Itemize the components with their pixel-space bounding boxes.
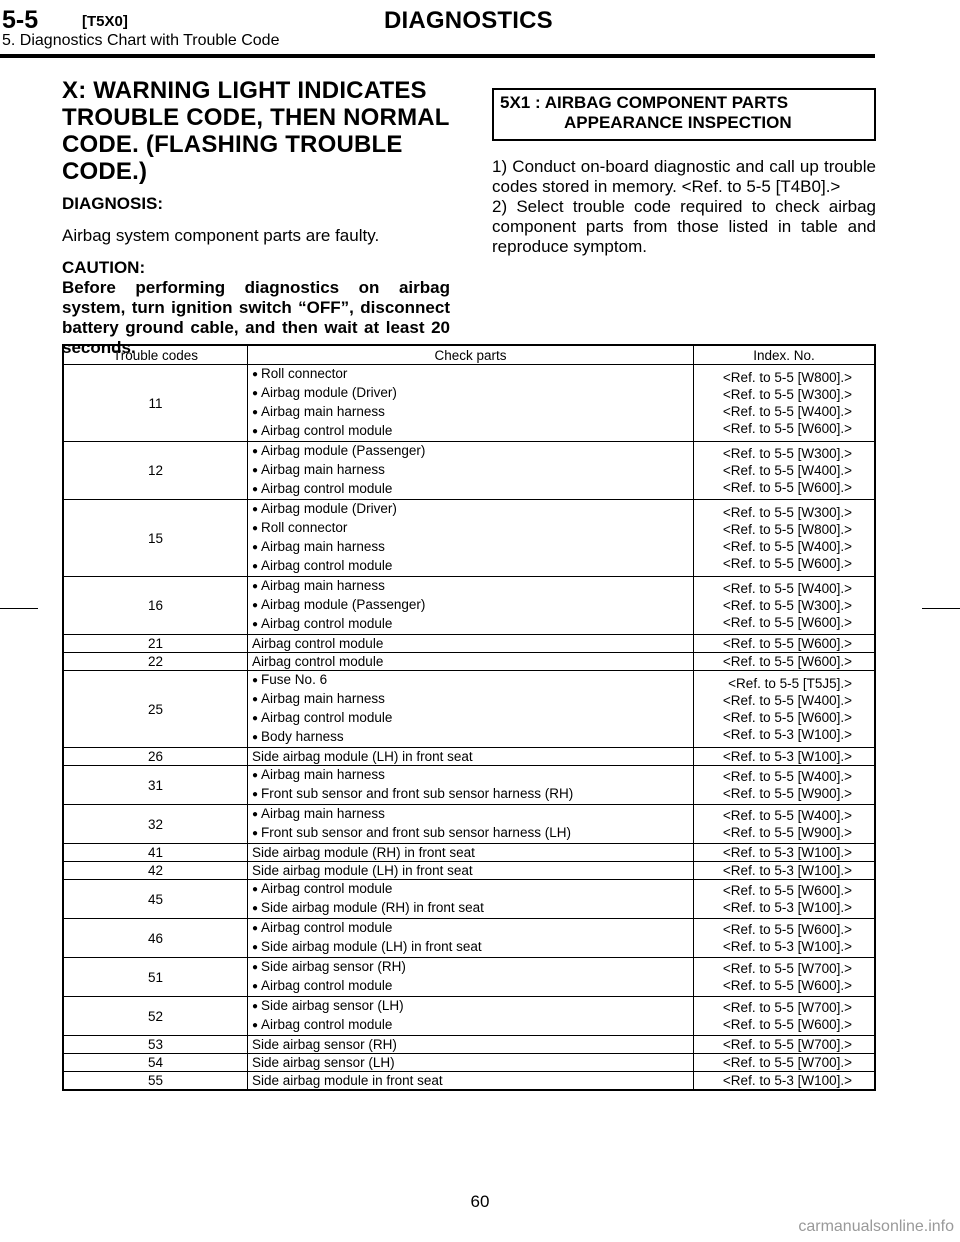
check-parts-cell (248, 997, 694, 1036)
check-part-item: Side airbag sensor (RH) (252, 1037, 397, 1052)
check-part-item: ● Airbag control module (252, 1016, 689, 1035)
check-part-item: ● Airbag module (Driver) (252, 500, 689, 519)
trouble-code-cell: 32 (63, 805, 248, 844)
check-part-item: ● Airbag control module (252, 977, 689, 996)
index-no-cell (694, 1036, 876, 1054)
index-ref: <Ref. to 5-5 [W600].> (722, 480, 852, 495)
index-ref: <Ref. to 5-3 [W100].> (722, 727, 852, 742)
check-part-item: ● Airbag control module (252, 557, 689, 576)
header-trouble-codes: Trouble codes (63, 345, 248, 365)
index-ref: <Ref. to 5-5 [W300].> (722, 505, 852, 520)
trouble-code-cell: 52 (63, 997, 248, 1036)
index-ref: <Ref. to 5-5 [W600].> (722, 710, 852, 725)
margin-tick-right (922, 608, 960, 609)
check-part-item: Side airbag module (LH) in front seat (252, 863, 473, 878)
trouble-code-cell: 12 (63, 442, 248, 500)
section-tag: [T5X0] (82, 13, 128, 30)
check-part-item: ● Airbag main harness (252, 766, 689, 785)
diagnosis-text: Airbag system component parts are faulty. (62, 226, 380, 245)
table-row (63, 958, 875, 997)
check-parts-cell (248, 958, 694, 997)
index-ref: <Ref. to 5-5 [W600].> (722, 978, 852, 993)
check-part-item: ● Roll connector (252, 519, 689, 538)
index-no-cell (694, 805, 876, 844)
index-ref: <Ref. to 5-5 [W300].> (722, 446, 852, 461)
trouble-code-cell: 16 (63, 577, 248, 635)
check-part-item: ● Front sub sensor and front sub sensor harness (RH) (252, 785, 689, 804)
check-part-item: ● Side airbag sensor (RH) (252, 958, 689, 977)
check-part-item: ● Side airbag module (RH) in front seat (252, 899, 689, 918)
check-parts-cell (248, 577, 694, 635)
check-part-item: Side airbag module (LH) in front seat (252, 749, 473, 764)
table-body (63, 365, 875, 1091)
trouble-code-cell: 51 (63, 958, 248, 997)
header-check-parts: Check parts (248, 345, 694, 365)
trouble-code-cell: 21 (63, 635, 248, 653)
check-parts-cell (248, 919, 694, 958)
index-no-cell (694, 748, 876, 766)
index-ref: <Ref. to 5-5 [W300].> (722, 387, 852, 402)
index-ref: <Ref. to 5-5 [W900].> (722, 825, 852, 840)
table-row (63, 1036, 875, 1054)
check-part-item: ● Fuse No. 6 (252, 671, 689, 690)
trouble-code-cell: 41 (63, 844, 248, 862)
check-part-item: ● Airbag control module (252, 880, 689, 899)
check-part-item: ● Airbag main harness (252, 403, 689, 422)
index-no-cell (694, 766, 876, 805)
check-part-item: ● Airbag module (Driver) (252, 384, 689, 403)
trouble-code-cell: 31 (63, 766, 248, 805)
chapter-subtitle: 5. Diagnostics Chart with Trouble Code (2, 32, 280, 49)
diagnosis-label: DIAGNOSIS: (62, 194, 164, 213)
check-parts-cell (248, 748, 694, 766)
index-ref: <Ref. to 5-3 [W100].> (722, 863, 852, 878)
check-part-item: ● Airbag control module (252, 480, 689, 499)
caution-label: CAUTION: (62, 258, 146, 277)
index-ref: <Ref. to 5-5 [W700].> (722, 1055, 852, 1070)
check-parts-cell (248, 635, 694, 653)
check-parts-cell (248, 766, 694, 805)
table-row (63, 500, 875, 577)
index-no-cell (694, 880, 876, 919)
table-row (63, 671, 875, 748)
check-parts-cell (248, 671, 694, 748)
index-ref: <Ref. to 5-5 [W400].> (722, 463, 852, 478)
index-no-cell (694, 1054, 876, 1072)
index-no-cell (694, 577, 876, 635)
index-no-cell (694, 958, 876, 997)
trouble-code-cell: 22 (63, 653, 248, 671)
index-ref: <Ref. to 5-5 [W700].> (722, 961, 852, 976)
table-row (63, 635, 875, 653)
trouble-code-cell: 45 (63, 880, 248, 919)
index-ref: <Ref. to 5-3 [W100].> (722, 900, 852, 915)
check-parts-cell (248, 844, 694, 862)
page-header (0, 0, 960, 60)
index-ref: <Ref. to 5-5 [W400].> (722, 539, 852, 554)
index-ref: <Ref. to 5-5 [W600].> (722, 654, 852, 669)
check-part-item: Airbag control module (252, 654, 384, 669)
index-ref: <Ref. to 5-5 [W700].> (722, 1000, 852, 1015)
trouble-code-cell: 54 (63, 1054, 248, 1072)
table-row (63, 653, 875, 671)
check-parts-cell (248, 880, 694, 919)
index-ref: <Ref. to 5-5 [W800].> (722, 370, 852, 385)
trouble-code-cell: 26 (63, 748, 248, 766)
table-row (63, 919, 875, 958)
index-ref: <Ref. to 5-3 [W100].> (722, 845, 852, 860)
index-ref: <Ref. to 5-5 [W400].> (722, 808, 852, 823)
index-ref: <Ref. to 5-5 [W600].> (722, 1017, 852, 1032)
check-part-item: ● Body harness (252, 728, 689, 747)
index-no-cell (694, 919, 876, 958)
page-number: 60 (470, 1192, 490, 1211)
index-ref: <Ref. to 5-5 [W600].> (722, 636, 852, 651)
check-parts-cell (248, 862, 694, 880)
check-part-item: Side airbag sensor (LH) (252, 1055, 395, 1070)
check-parts-cell (248, 1054, 694, 1072)
table-row (63, 577, 875, 635)
index-no-cell (694, 635, 876, 653)
check-part-item: ● Airbag main harness (252, 805, 689, 824)
index-ref: <Ref. to 5-5 [W600].> (722, 922, 852, 937)
table-row (63, 766, 875, 805)
check-parts-cell (248, 500, 694, 577)
trouble-code-cell: 11 (63, 365, 248, 442)
watermark: carmanualsonline.info (798, 1218, 954, 1235)
check-part-item: Airbag control module (252, 636, 384, 651)
check-part-item: ● Airbag control module (252, 615, 689, 634)
check-part-item: ● Airbag main harness (252, 577, 689, 596)
check-parts-cell (248, 365, 694, 442)
check-part-item: ● Airbag main harness (252, 538, 689, 557)
caution-text: Before performing diagnostics on airbag system, turn ignition switch “OFF”, disconnect battery ground cable, and then wait at least 20 seconds. (62, 278, 450, 357)
table-row (63, 844, 875, 862)
index-no-cell (694, 844, 876, 862)
index-no-cell (694, 500, 876, 577)
table-row (63, 365, 875, 442)
check-parts-cell (248, 653, 694, 671)
check-part-item: ● Roll connector (252, 365, 689, 384)
table-row (63, 442, 875, 500)
index-no-cell (694, 862, 876, 880)
index-no-cell (694, 653, 876, 671)
table-header-row (63, 345, 875, 365)
table-row (63, 880, 875, 919)
check-part-item: ● Front sub sensor and front sub sensor harness (LH) (252, 824, 689, 843)
step-1: 1) Conduct on-board diagnostic and call up trouble codes stored in memory. <Ref. to 5-5 [T4B0].> (492, 157, 876, 196)
trouble-code-cell: 42 (63, 862, 248, 880)
index-ref: <Ref. to 5-3 [W100].> (722, 749, 852, 764)
index-ref: <Ref. to 5-3 [W100].> (722, 939, 852, 954)
check-part-item: ● Airbag module (Passenger) (252, 442, 689, 461)
index-no-cell (694, 365, 876, 442)
check-part-item: ● Airbag main harness (252, 461, 689, 480)
left-column (62, 77, 450, 358)
check-part-item: ● Airbag module (Passenger) (252, 596, 689, 615)
inspection-heading-box: 5X1 : AIRBAG COMPONENT PARTS APPEARANCE INSPECTION (492, 88, 876, 141)
index-ref: <Ref. to 5-5 [W700].> (722, 1037, 852, 1052)
header-index-no: Index. No. (694, 345, 876, 365)
check-part-item: ● Side airbag sensor (LH) (252, 997, 689, 1016)
check-part-item: Side airbag module (RH) in front seat (252, 845, 475, 860)
index-ref: <Ref. to 5-5 [W400].> (722, 693, 852, 708)
page-code: 5-5 (2, 6, 39, 34)
check-parts-cell (248, 1036, 694, 1054)
trouble-code-cell: 55 (63, 1072, 248, 1091)
index-ref: <Ref. to 5-5 [T5J5].> (728, 676, 852, 691)
trouble-code-cell: 46 (63, 919, 248, 958)
index-no-cell (694, 671, 876, 748)
table-row (63, 748, 875, 766)
index-ref: <Ref. to 5-5 [W300].> (722, 598, 852, 613)
table-row (63, 862, 875, 880)
trouble-code-cell: 25 (63, 671, 248, 748)
header-rule (0, 54, 875, 58)
index-ref: <Ref. to 5-5 [W400].> (722, 769, 852, 784)
check-part-item: ● Airbag control module (252, 919, 689, 938)
trouble-code-table (62, 344, 876, 1091)
check-part-item: Side airbag module in front seat (252, 1073, 443, 1088)
index-no-cell (694, 442, 876, 500)
check-part-item: ● Side airbag module (LH) in front seat (252, 938, 689, 957)
index-no-cell (694, 1072, 876, 1091)
index-ref: <Ref. to 5-5 [W600].> (722, 883, 852, 898)
index-ref: <Ref. to 5-5 [W800].> (722, 522, 852, 537)
check-part-item: ● Airbag main harness (252, 690, 689, 709)
index-ref: <Ref. to 5-5 [W400].> (722, 404, 852, 419)
index-ref: <Ref. to 5-5 [W400].> (722, 581, 852, 596)
section-heading: X: WARNING LIGHT INDICATES TROUBLE CODE, THEN NORMAL CODE. (FLASHING TROUBLE CODE.) (62, 77, 450, 185)
trouble-code-cell: 15 (63, 500, 248, 577)
section-title: DIAGNOSTICS (384, 7, 553, 34)
index-ref: <Ref. to 5-5 [W900].> (722, 786, 852, 801)
check-parts-cell (248, 805, 694, 844)
index-ref: <Ref. to 5-3 [W100].> (722, 1073, 852, 1088)
step-2: 2) Select trouble code required to check airbag component parts from those listed in table and reproduce symptom. (492, 197, 876, 256)
inspection-steps (492, 157, 876, 257)
table-row (63, 805, 875, 844)
index-no-cell (694, 997, 876, 1036)
table-row (63, 997, 875, 1036)
index-ref: <Ref. to 5-5 [W600].> (722, 421, 852, 436)
index-ref: <Ref. to 5-5 [W600].> (722, 556, 852, 571)
check-parts-cell (248, 442, 694, 500)
trouble-code-cell: 53 (63, 1036, 248, 1054)
check-parts-cell (248, 1072, 694, 1091)
index-ref: <Ref. to 5-5 [W600].> (722, 615, 852, 630)
check-part-item: ● Airbag control module (252, 709, 689, 728)
table-row (63, 1072, 875, 1091)
margin-tick-left (0, 608, 38, 609)
table-row (63, 1054, 875, 1072)
check-part-item: ● Airbag control module (252, 422, 689, 441)
right-column (492, 88, 876, 257)
